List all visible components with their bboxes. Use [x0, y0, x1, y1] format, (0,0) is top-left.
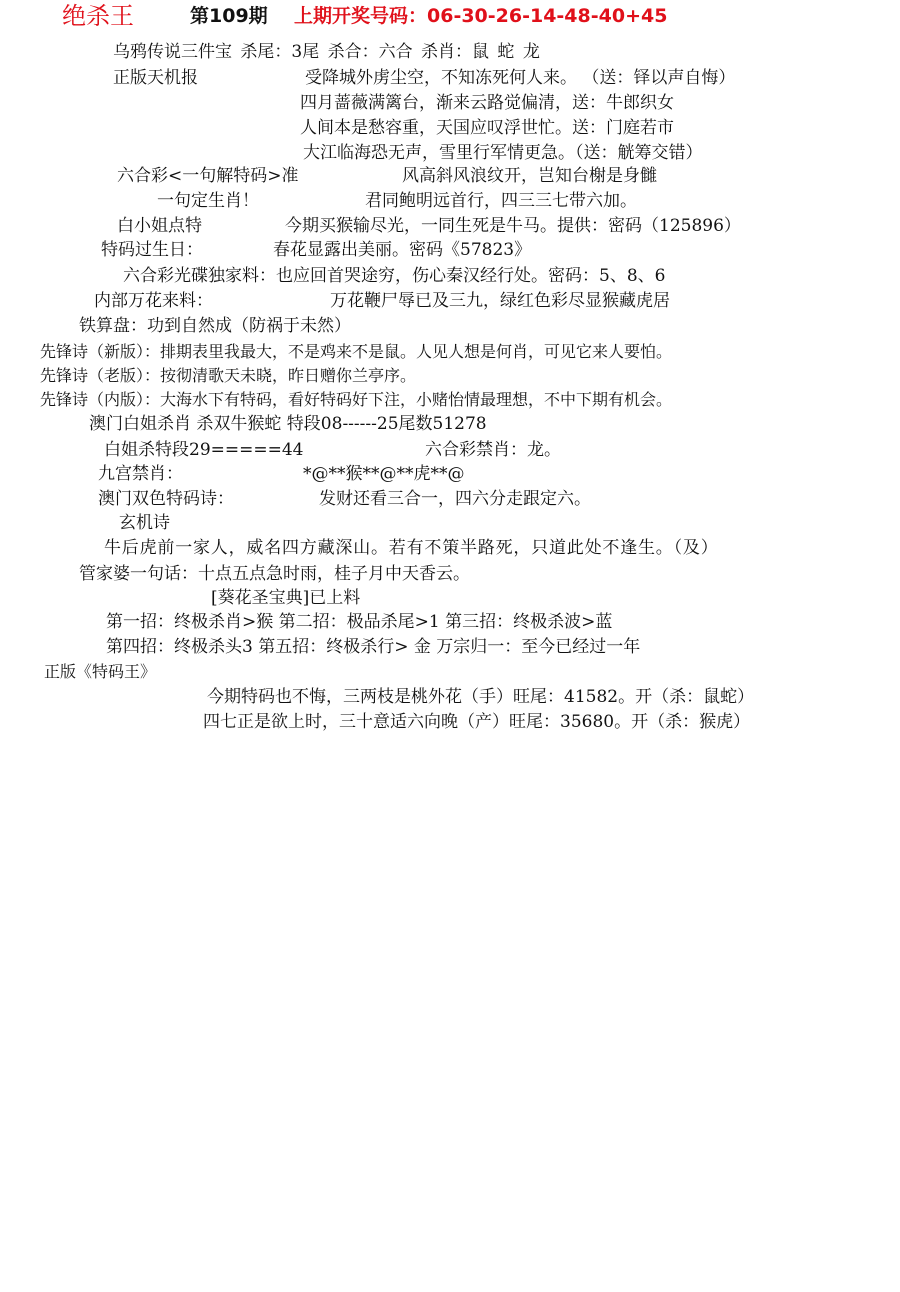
- line-moves-1-3: 第一招：终极杀肖>猴 第二招：极品杀尾>1 第三招：终极杀波>蓝: [106, 612, 613, 632]
- line-tianji-verse-3: 人间本是愁容重，天国应叹浮世忙。送：门庭若市: [300, 118, 674, 138]
- line-sunflower-title: [葵花圣宝典]已上料: [211, 588, 361, 608]
- line-tema-wang-verse-1: 今期特码也不悔，三两枝是桃外花（手）旺尾：41582。开（杀：鼠蛇）: [207, 687, 755, 707]
- line-tianji-verse-4: 大江临海恐无声，雪里行军情更急。（送：觥筹交错）: [303, 143, 703, 163]
- line-mystic-poem-title: 玄机诗: [119, 513, 170, 533]
- line-bai-kill-segment: 白姐杀特段29=====44: [104, 440, 304, 460]
- line-nine-palace-value: *@**猴**@**虎**@: [303, 464, 465, 484]
- line-tianji-label: 正版天机报: [113, 68, 198, 88]
- line-one-sentence-label: 六合彩<一句解特码>准: [117, 166, 299, 186]
- line-crow-legend: 乌鸦传说三件宝 杀尾：3尾 杀合：六合 杀肖：鼠 蛇 龙: [113, 42, 540, 62]
- line-miss-bai-verse: 今期买猴输尽光，一同生死是牛马。提供：密码（125896）: [285, 216, 741, 236]
- brand-title: 绝杀王: [62, 2, 134, 30]
- line-moves-4-5: 第四招：终极杀头3 第五招：终极杀行> 金 万宗归一：至今已经过一年: [106, 637, 641, 657]
- line-internal-verse: 万花鞭尸辱已及三九，绿红色彩尽显猴藏虎居: [330, 291, 670, 311]
- line-one-sentence-verse: 风高斜风浪纹开，岂知台榭是身雠: [402, 166, 657, 186]
- line-tianji-verse-2: 四月蔷薇满篱台，渐来云路觉偏清，送：牛郎织女: [300, 93, 674, 113]
- last-draw-numbers: 上期开奖号码：06-30-26-14-48-40+45: [294, 5, 668, 27]
- line-pioneer-old: 先锋诗（老版）：按彻清歌天未晓，昨日赠你兰亭序。: [40, 366, 417, 385]
- line-pioneer-internal: 先锋诗（内版）：大海水下有特码，看好特码好下注，小赌怡情最理想，不中下期有机会。: [40, 390, 673, 409]
- line-cd-exclusive: 六合彩光碟独家料：也应回首哭途穷，伤心秦汉经行处。密码：5、8、6: [123, 266, 666, 286]
- issue-number: 第109期: [190, 5, 268, 27]
- line-birthday-label: 特码过生日：: [101, 240, 203, 260]
- line-birthday-verse: 春花显露出美丽。密码《57823》: [273, 240, 532, 260]
- line-pioneer-new: 先锋诗（新版）：排期表里我最大，不是鸡来不是鼠。人见人想是何肖，可见它来人要怕。: [40, 342, 673, 361]
- line-macau-kill: 澳门白姐杀肖 杀双牛猴蛇 特段08------25尾数51278: [89, 414, 487, 434]
- line-nine-palace-label: 九宫禁肖：: [98, 464, 183, 484]
- line-macau-poem-verse: 发财还看三合一，四六分走跟定六。: [319, 489, 591, 509]
- line-internal-label: 内部万花来料：: [94, 291, 213, 311]
- line-forbidden-zodiac: 六合彩禁肖：龙。: [425, 440, 561, 460]
- line-tianji-verse-1: 受降城外虏尘空，不知冻死何人来。 （送：铎以声自悔）: [305, 68, 736, 88]
- line-zodiac-label: 一句定生肖！: [157, 191, 259, 211]
- line-tema-wang-label: 正版《特码王》: [44, 662, 157, 681]
- line-zodiac-verse: 君同鲍明远首行，四三三七带六加。: [365, 191, 637, 211]
- line-housekeeper: 管家婆一句话：十点五点急时雨，桂子月中天香云。: [79, 564, 470, 584]
- line-tema-wang-verse-2: 四七正是欲上时，三十意适六向晚（产）旺尾：35680。开（杀：猴虎）: [203, 712, 751, 732]
- line-abacus: 铁算盘：功到自然成（防祸于未然）: [79, 316, 351, 336]
- line-macau-poem-label: 澳门双色特码诗：: [98, 489, 234, 509]
- line-mystic-poem: 牛后虎前一家人，威名四方藏深山。若有不策半路死，只道此处不逢生。（及）: [104, 538, 719, 558]
- line-miss-bai-label: 白小姐点特: [117, 216, 202, 236]
